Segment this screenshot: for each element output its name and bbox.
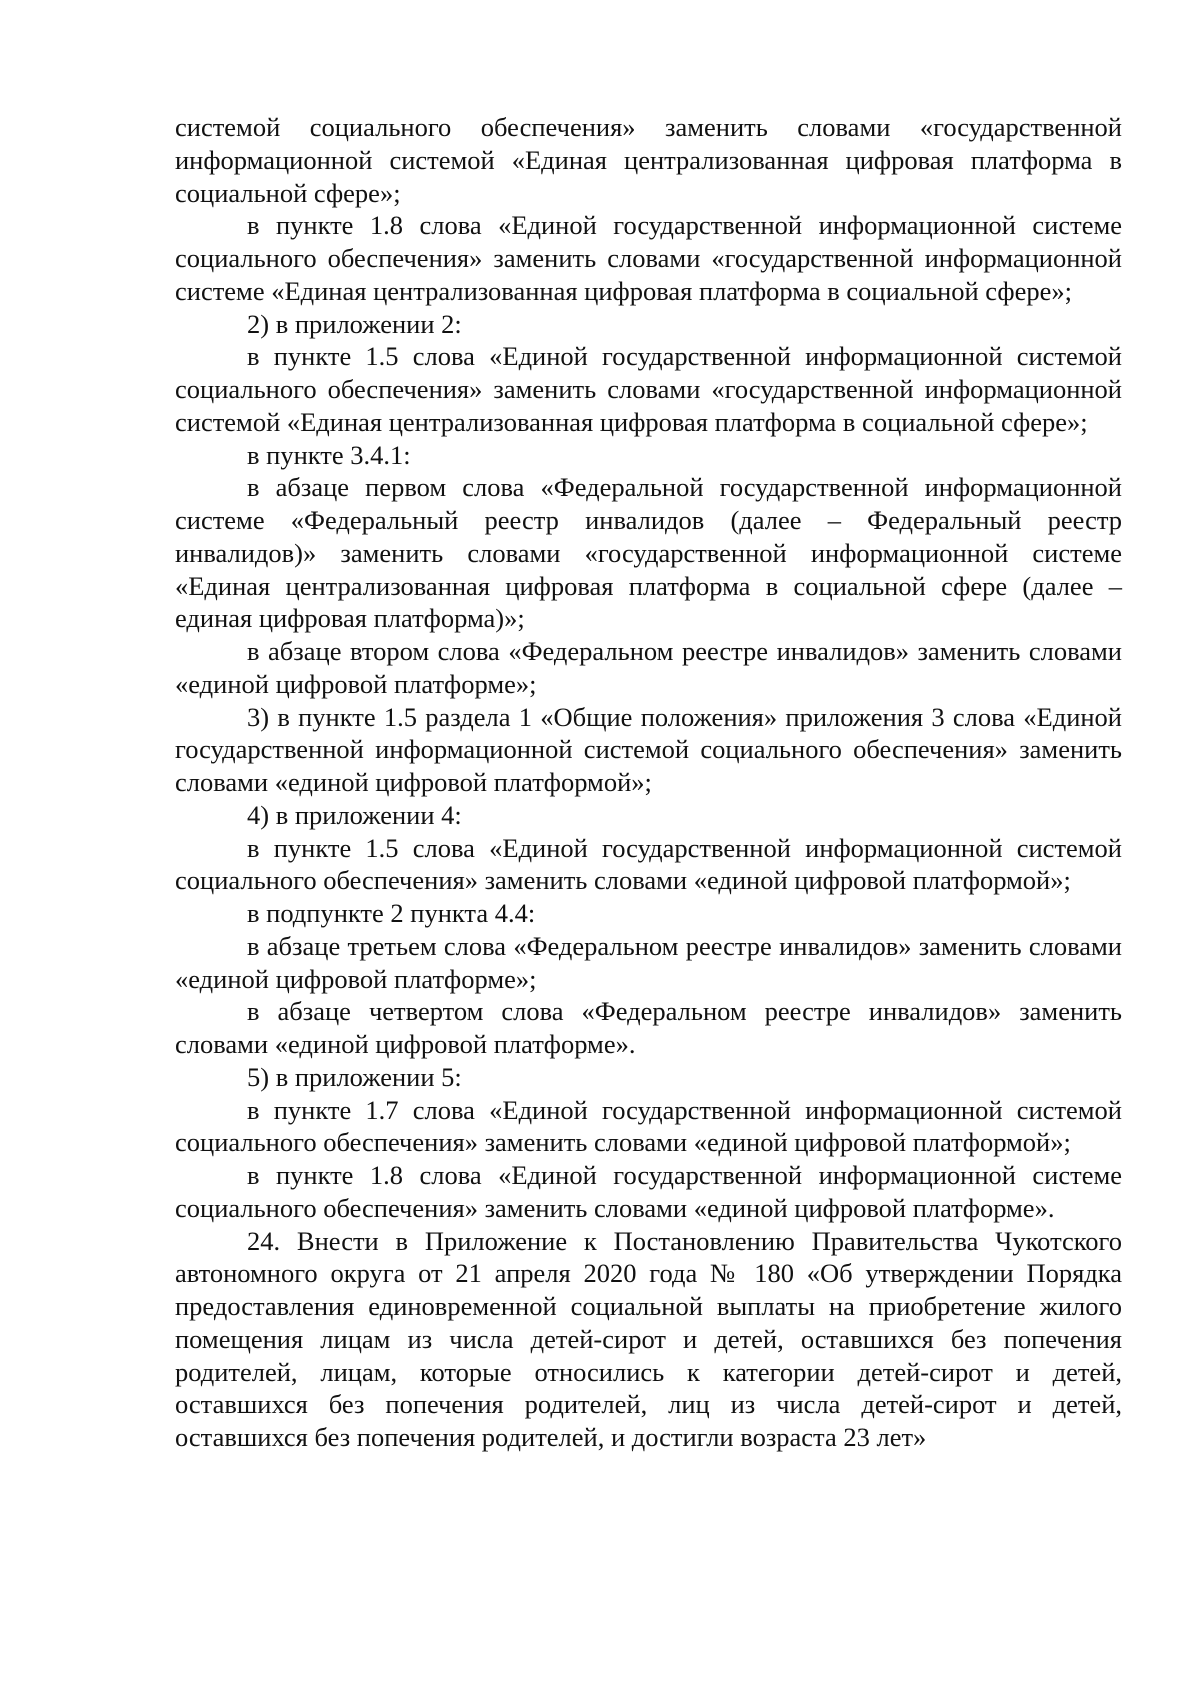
paragraph-appendix-5-item-1-8: в пункте 1.8 слова «Единой государственной информационной системе социального обеспечения» заменить словами «единой цифровой платформе». [175, 1160, 1122, 1223]
paragraph-item-1-8: в пункте 1.8 слова «Единой государственной информационной системе социального обеспечения» заменить словами «государственной информационной системе «Единая централизованная цифровая платформа в социальной сфере»; [175, 210, 1122, 306]
paragraph-appendix-5-item-1-7: в пункте 1.7 слова «Единой государственной информационной системой социального обеспечения» заменить словами «единой цифровой платформой»; [175, 1094, 1122, 1158]
paragraph-first-subparagraph: в абзаце первом слова «Федеральной государственной информационной системе «Федеральный реестр инвалидов (далее – Федеральный реестр инвалидов)» заменить словами «государственной информационной системе «Единая централизованная цифровая платформа в социальной сфере (далее – единая цифровая платформа)»; [175, 472, 1122, 634]
paragraph-appendix-5: 5) в приложении 5: [247, 1061, 462, 1092]
paragraph-third-subparagraph: в абзаце третьем слова «Федеральном реестре инвалидов» заменить словами «единой цифровой платформе»; [175, 930, 1122, 994]
paragraph-appendix-3: 3) в пункте 1.5 раздела 1 «Общие положения» приложения 3 слова «Единой государственной информационной системой социального обеспечения» заменить словами «единой цифровой платформой»; [175, 701, 1122, 797]
paragraph-section-24: 24. Внести в Приложение к Постановлению Правительства Чукотского автономного округа от 21 апреля 2020 года № 180 «Об утверждении Порядка предоставления единовременной социальной выплаты на приобретение жилого помещения лицам из числа детей-сирот и детей, оставшихся без попечения родителей, лицам, которые относились к категории детей-сирот и детей, оставшихся без попечения родителей, лиц из числа детей-сирот и детей, оставшихся без попечения родителей, и достигли возраста 23 лет» [175, 1225, 1122, 1452]
paragraph-fourth-subparagraph: в абзаце четвертом слова «Федеральном реестре инвалидов» заменить словами «единой цифровой платформе». [175, 996, 1122, 1059]
paragraph-subitem-2-item-4-4: в подпункте 2 пункта 4.4: [247, 898, 536, 928]
paragraph-appendix-2: 2) в приложении 2: [247, 308, 462, 339]
paragraph-appendix-4: 4) в приложении 4: [247, 799, 462, 830]
paragraph-item-3-4-1: в пункте 3.4.1: [247, 439, 411, 470]
paragraph-item-1-5: в пункте 1.5 слова «Единой государственной информационной системой социального обеспечения» заменить словами «государственной информационной системой «Единая централизованная цифровая платформа в социальной сфере»; [175, 341, 1122, 437]
paragraph-second-subparagraph: в абзаце втором слова «Федеральном реестре инвалидов» заменить словами «единой цифровой платформе»; [175, 636, 1122, 699]
paragraph-continuation: системой социального обеспечения» заменить словами «государственной информационной системой «Единая централизованная цифровая платформа в социальной сфере»; [175, 112, 1122, 208]
document-body [175, 111, 1122, 1454]
paragraph-appendix-4-item-1-5: в пункте 1.5 слова «Единой государственной информационной системой социального обеспечения» заменить словами «единой цифровой платформой»; [175, 832, 1122, 896]
